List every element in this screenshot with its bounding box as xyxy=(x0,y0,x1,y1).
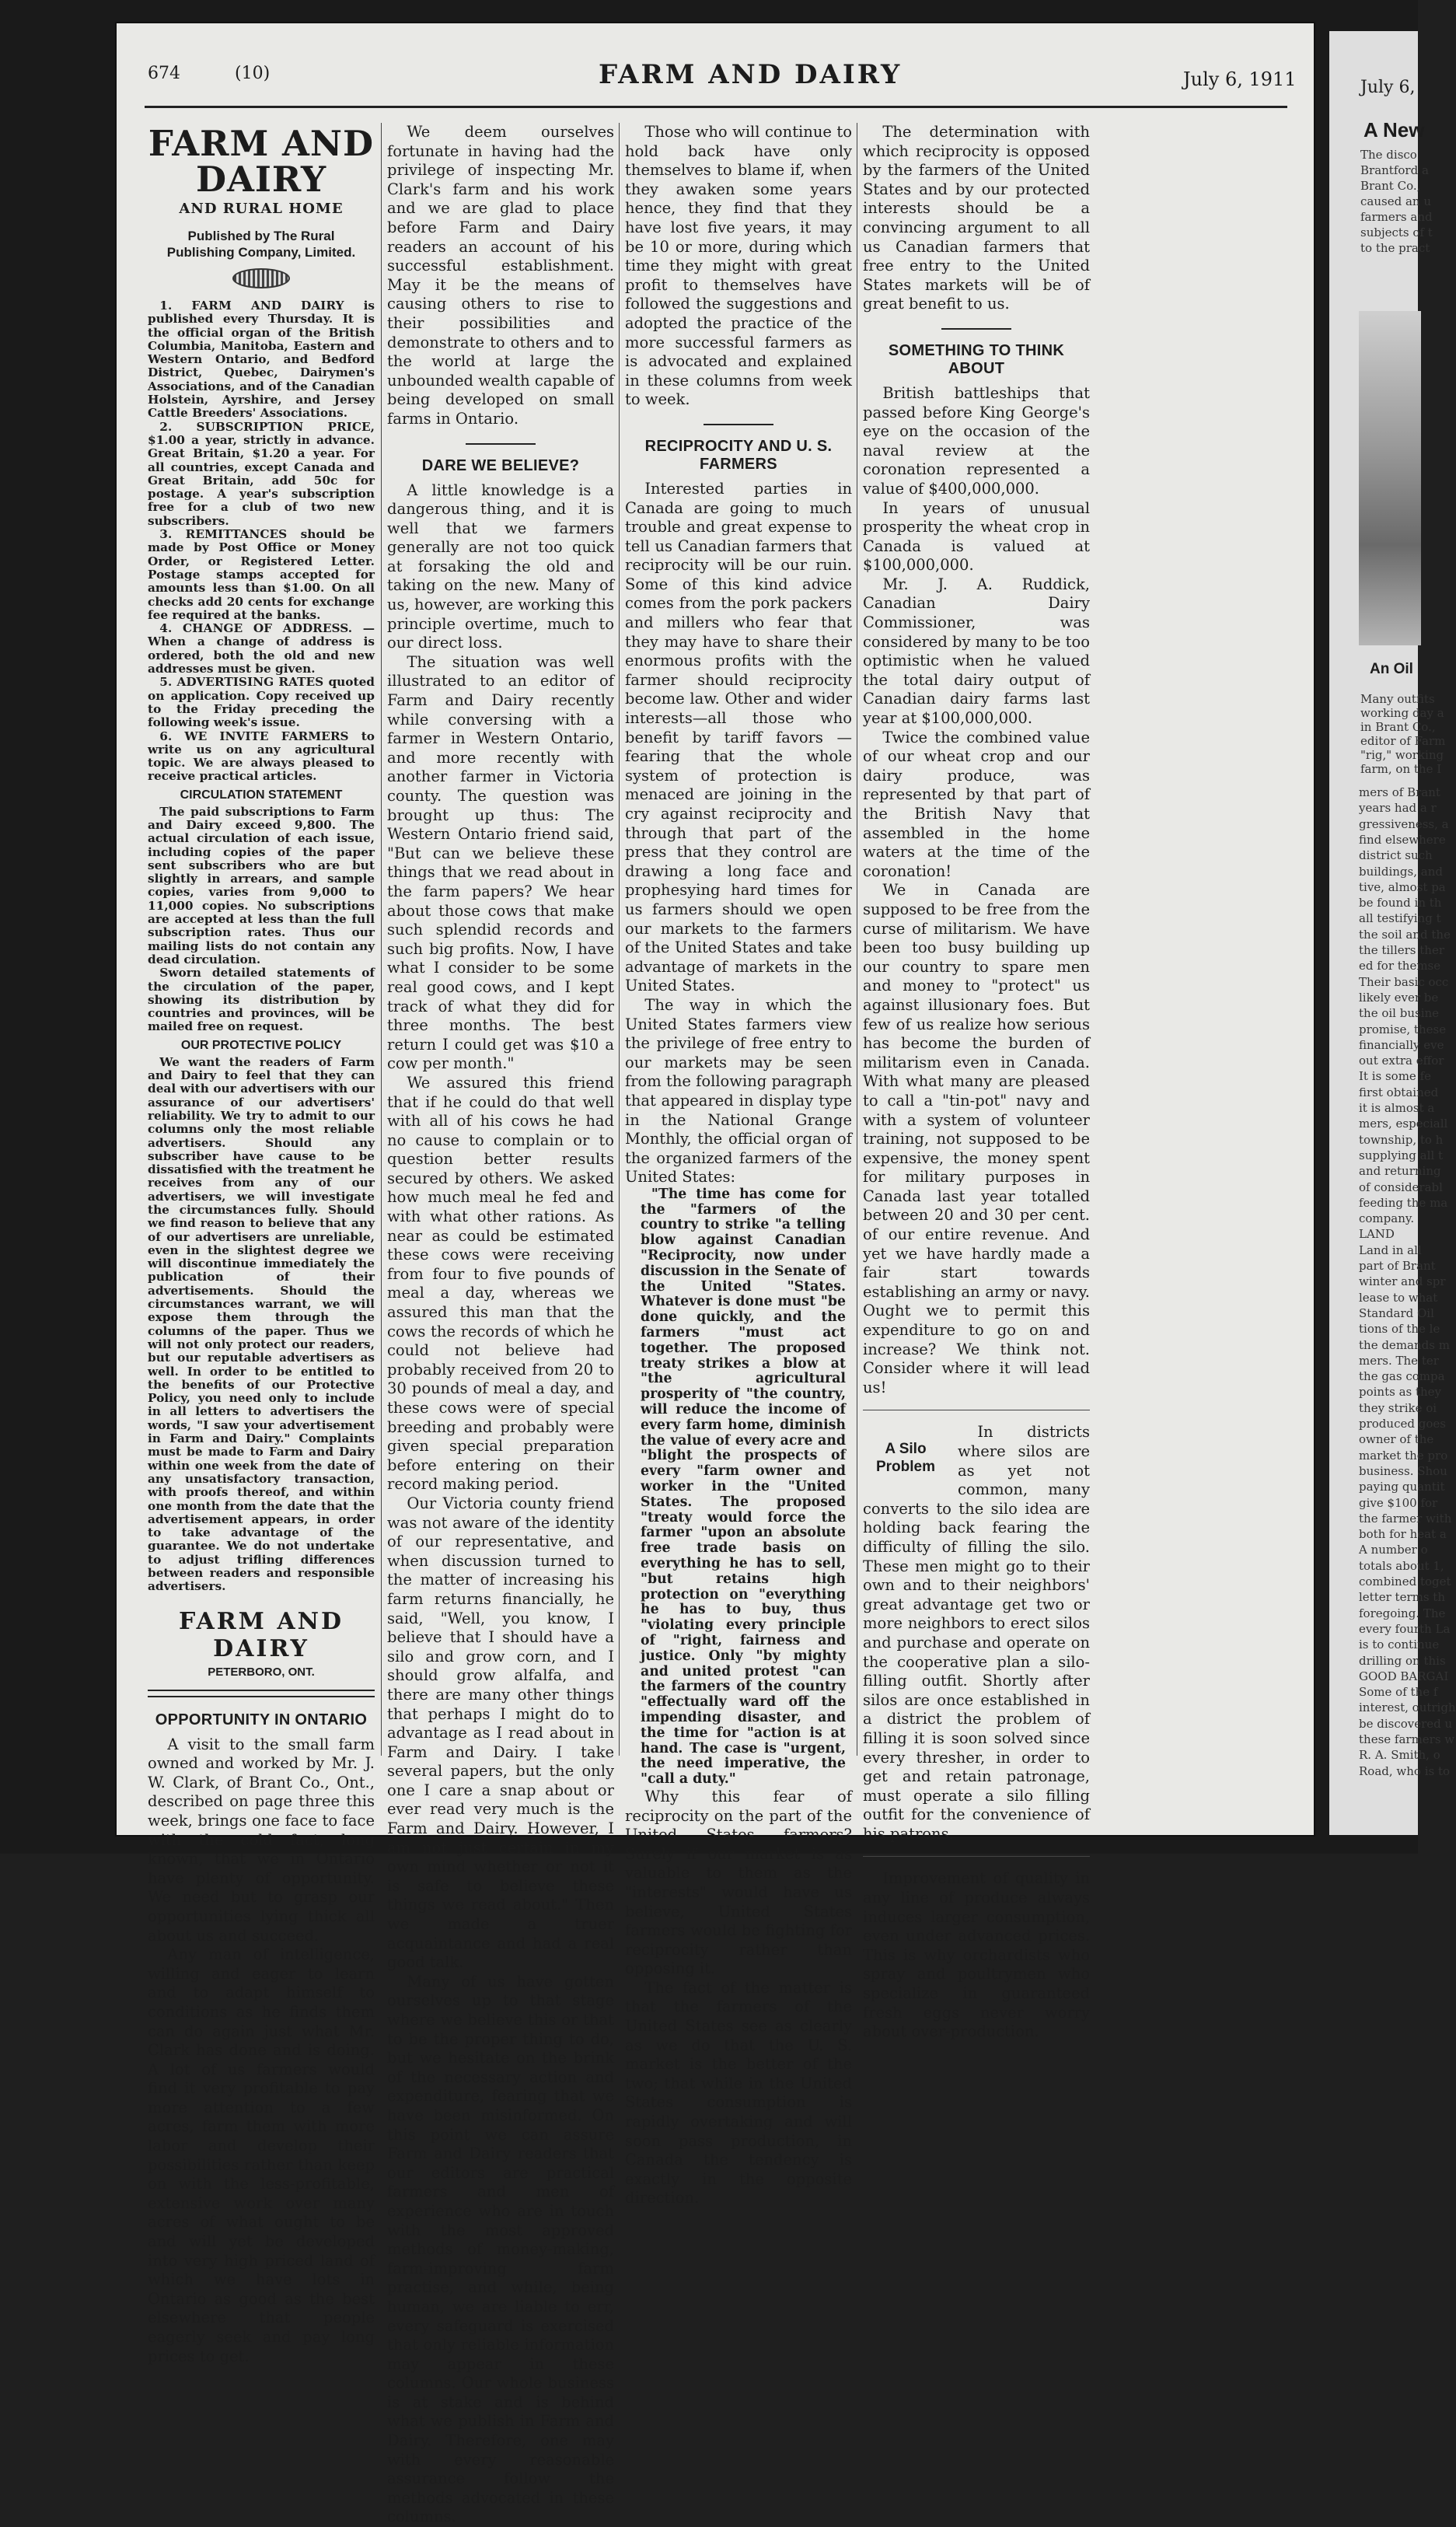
adjacent-line: The disco xyxy=(1360,148,1417,162)
something-paragraph: British battleships that passed before King George's eye on the occasion of the naval review at the coronation represented a value of $400,000,000. xyxy=(863,383,1090,498)
adjacent-line: "rig," working xyxy=(1360,748,1444,762)
dare-heading: DARE WE BELIEVE? xyxy=(421,456,580,474)
column-1 xyxy=(148,123,375,2365)
adjacent-line: ed for themse xyxy=(1359,959,1441,973)
section-rule xyxy=(704,424,773,425)
circulation-heading: CIRCULATION STATEMENT xyxy=(180,788,343,802)
adjacent-line: feeding the ma xyxy=(1359,1195,1448,1210)
reciprocity-paragraph: The determination with which reciprocity is opposed by the farmers of the United States and by our protected interests should be a convincing argument to all us Canadian farmers that free entry to the United States markets will be of great benefit to us. xyxy=(863,123,1090,313)
dare-paragraph: Many of us have gotten ourselves up to that stage where we believe this or that to be the proper thing to do, but we hesitate on the brink of the necessary action and expenditure, fearing that we have been misinformed. On this point we can assure Farm and Dairy readers that our editors are practical farmers and men of experience who are in touch with the most approved methods of money-making, farm-improving farm practise, and while, being human, we are liable to err, every safeguard is exercised that only reliable information may appear in these columns. Our whole business is at stake and is behind what we publish in Farm and Dairy. Therefore, one may with every reasonable assurance follow the methods advocated in these columns. xyxy=(387,1972,614,2526)
adjacent-line: company. xyxy=(1359,1211,1415,1226)
adjacent-line: mers of Brant xyxy=(1359,785,1440,799)
adjacent-line: It is some fe xyxy=(1359,1069,1432,1084)
footer-masthead-location: PETERBORO, ONT. xyxy=(208,1665,315,1679)
adjacent-line: farm, on the I xyxy=(1360,762,1442,776)
adjacent-line: first obtained xyxy=(1359,1085,1439,1099)
adjacent-line: foregoing. The xyxy=(1359,1606,1446,1620)
adjacent-line: Brant Co., xyxy=(1360,179,1421,193)
circulation-text: Sworn detailed statements of the circulation of the paper, showing its distribution by countries and provinces, will be mailed free on request. xyxy=(148,966,375,1034)
adjacent-photo xyxy=(1359,311,1421,645)
adjacent-line: to the pract xyxy=(1360,241,1430,255)
adjacent-line: caused an u xyxy=(1360,194,1431,208)
adjacent-line: subjects of t xyxy=(1360,225,1433,239)
adjacent-line: gressiveness, a xyxy=(1359,816,1449,831)
adjacent-line: drilling on this xyxy=(1359,1653,1446,1668)
adjacent-line: mers. The ter xyxy=(1359,1353,1439,1368)
dare-paragraph: Those who will continue to hold back have only themselves to blame if, when they awaken some years hence, they find that they have lost five years, it may be 10 or more, during which time they might with great profit to themselves have followed the suggestions and adopted the practice of the more successful farmers as is advocated and explained in these columns from week to week. xyxy=(625,123,852,409)
adjacent-line: these farmers w xyxy=(1359,1732,1455,1746)
adjacent-line: owner of the xyxy=(1359,1432,1434,1447)
reciprocity-paragraph: Why this fear of reciprocity on the part of the United States farmers? Surely if our market is as valuable to them as the "interests" would have us believe, United States farmers would be fighting for reciprocity rather than opposing it. xyxy=(625,1787,852,1978)
adjacent-line: the oil busine xyxy=(1359,1006,1440,1021)
silo-side-heading: A Silo Problem xyxy=(875,1441,936,1476)
adjacent-heading: A New xyxy=(1363,118,1425,142)
something-paragraph: Twice the combined value of our wheat crop and our dairy produce, was represented by that part of the British Navy that assembled in the home waters at the time of the coronation! xyxy=(863,728,1090,880)
newspaper-page xyxy=(117,23,1314,2526)
adjacent-line: tive, almost pa xyxy=(1359,879,1446,894)
ornament-icon xyxy=(232,268,290,288)
adjacent-line: combined toget xyxy=(1359,1575,1451,1589)
adjacent-line: mers, especiall xyxy=(1359,1117,1448,1131)
adjacent-line: it is almost a xyxy=(1359,1101,1435,1115)
adjacent-line: likely ever be xyxy=(1359,990,1439,1005)
column-4 xyxy=(863,123,1090,2041)
adjacent-line: years had a r xyxy=(1359,801,1437,816)
adjacent-line: the gas compa xyxy=(1359,1369,1445,1384)
adjacent-line: supplying all t xyxy=(1359,1148,1443,1162)
opportunity-paragraph: A visit to the small farm owned and worked by Mr. J. W. Clark, of Brant Co., Ont., described on page three this week, brings one face to face with the cold fact, long known, that we in Ontario have plenty of opportunity. We need but to grasp our opportunities lying thick all about us and succeed. xyxy=(148,1735,375,1945)
adjacent-line: totals about 1, xyxy=(1359,1558,1444,1573)
adjacent-line: winter and spr xyxy=(1359,1274,1446,1289)
adjacent-line: every fourth La xyxy=(1359,1621,1451,1636)
adjacent-line: the soil and the xyxy=(1359,927,1451,942)
something-paragraph: We in Canada are supposed to be free from the curse of militarism. We have been too busy building up our country to spare men and money to "protect" us against illusionary foes. But few of us realize how serious has become the burden of militarism even in Canada. With what many are pleased to call a "tin-pot" navy and with a system of volunteer training, not supposed to be expensive, the money spent for military purposes in Canada last year totalled between 20 and 30 per cent. of our entire revenue. And yet we have hardly made a fair start towards establishing an army or navy. Ought we to permit this expenditure to go on and increase? We think not. Consider where it will lead us! xyxy=(863,881,1090,1396)
adjacent-line: all testifying t xyxy=(1359,911,1441,926)
adjacent-line: financially eve xyxy=(1359,1037,1444,1052)
dare-paragraph: A little knowledge is a dangerous thing, and it is well that we farmers generally are not too quick at forsaking the old and taking on the new. Many of us, however, are working this principle overtime, much to our direct loss. xyxy=(387,481,614,652)
notice: 1. FARM AND DAIRY is published every Thursday. It is the official organ of the British Columbia, Manitoba, Eastern and Western Ontario, and Bedford District, Quebec, Dairymen's Associations, and of the Canadian Holstein, Ayrshire, and Jersey Cattle Breeders' Associations. xyxy=(148,299,375,421)
adjacent-line: of considerabl xyxy=(1359,1180,1443,1194)
column-divider xyxy=(381,123,382,1756)
adjacent-line: editor of Farm xyxy=(1360,734,1446,748)
page-number: 674 xyxy=(148,64,180,83)
adjacent-caption: An Oil xyxy=(1370,661,1413,677)
something-paragraph: Mr. J. A. Ruddick, Canadian Dairy Commissioner, was considered by many to be too optimistic when he valued the total dairy output of Canadian dairy farms last year at $100,000,000. xyxy=(863,575,1090,728)
section-rule xyxy=(941,328,1011,330)
adjacent-line: working day a xyxy=(1360,706,1444,720)
something-heading: SOMETHING TO THINK ABOUT xyxy=(888,341,1065,377)
section-rule xyxy=(466,443,536,445)
adjacent-line: points as they xyxy=(1359,1385,1442,1400)
masthead-subtitle: AND RURAL HOME xyxy=(179,201,344,217)
adjacent-line: both for heat a xyxy=(1359,1527,1447,1542)
adjacent-line: find elsewhere xyxy=(1359,832,1446,847)
adjacent-line: R. A. Smith, o xyxy=(1359,1748,1440,1763)
adjacent-line: farmers and xyxy=(1360,210,1433,224)
adjacent-line: LAND xyxy=(1359,1227,1395,1242)
adjacent-line: district such xyxy=(1359,848,1433,863)
running-title: FARM AND DAIRY xyxy=(599,59,903,90)
reciprocity-paragraph: The fact of the matter is that the farmers of the United States see as clearly as we do that the U. S. market is the better of the two; that while in the United States consumption is rapidly overtaking and will soon pass production, in Canada the tendency is exactly in the opposite direction. xyxy=(625,1978,852,2207)
column-3 xyxy=(625,123,852,2207)
circulation-text: The paid subscriptions to Farm and Dairy exceed 9,800. The actual circulation of each issue, including copies of the paper sent subscribers who are but slightly in arrears, and sample copies, varies from 9,000 to 11,000 copies. No subscriptions are accepted at less than the full subscription rates. Thus our mailing lists do not contain any dead circulation. xyxy=(148,804,375,966)
grange-quote: "The time has come for the "farmers of the country to strike "a telling blow against Canadian "Reciprocity, now under discussion in the Senate of the United "States. Whatever is done must "be done quickly, and the farmers "must act together. The proposed treaty strikes a blow at "the agricultural prosperity of "the country, will reduce the income of every farm home, diminish the value of every acre and "blight the prospects of every "farm owner and worker in the "United States. The proposed "treaty would force the farmer "upon an absolute free trade basis on everything he has to sell, "but retains high protection on "everything he has to buy, thus "violating every principle of "right, fairness and justice. Only "by mighty and united protest "can the farmers of the country "effectually ward off the impending disaster, and the time for "action is at hand. The case is "urgent, the need imperative, the "call a duty." xyxy=(641,1186,846,1788)
adjacent-line: out extra effor xyxy=(1359,1054,1444,1068)
adjacent-line: Standard Oil xyxy=(1359,1305,1434,1320)
footer-masthead-title: FARM AND DAIRY xyxy=(178,1607,344,1662)
issue-date: July 6, 1911 xyxy=(1183,68,1297,90)
issue-number: (10) xyxy=(235,64,271,83)
column-2 xyxy=(387,123,614,2526)
page-header xyxy=(117,54,1314,101)
dare-paragraph: The situation was well illustrated to an editor of Farm and Dairy recently while conversing with a farmer in Western Ontario, and more recently with another farmer in Victoria county. The question was brought up thus: The Western Ontario friend said, "But can we believe these things that we read about in the farm papers? We hear about those cows that make such splendid records and such big profits. Now, I have what I consider to be some real good cows, and I kept track of what they did for three months. The best return I could get was $10 a cow per month." xyxy=(387,652,614,1073)
adjacent-line: be discovered u xyxy=(1359,1716,1453,1731)
opportunity-heading: OPPORTUNITY IN ONTARIO xyxy=(155,1711,368,1728)
adjacent-line: Brantford a xyxy=(1360,163,1429,177)
adjacent-line: the farmer with xyxy=(1359,1511,1452,1526)
masthead-publisher: Published by The Rural Publishing Company, Limited. xyxy=(166,229,356,260)
adjacent-line: Land in all xyxy=(1359,1243,1422,1257)
adjacent-line: they strike oi xyxy=(1359,1400,1437,1415)
notice: 6. WE INVITE FARMERS to write us on any agricultural topic. We are always pleased to receive practical articles. xyxy=(148,729,375,784)
adjacent-date: July 6, xyxy=(1360,78,1416,97)
header-rule xyxy=(145,106,1287,108)
notice: 5. ADVERTISING RATES quoted on application. Copy received up to the Friday preceding the following week's issue. xyxy=(148,675,375,730)
adjacent-line: Their basic occ xyxy=(1359,974,1449,989)
masthead-title: FARM AND DAIRY xyxy=(148,123,375,200)
adjacent-line: be found in th xyxy=(1359,896,1442,910)
adjacent-line: and returning xyxy=(1359,1164,1441,1179)
adjacent-line: the demands m xyxy=(1359,1337,1450,1352)
section-rule xyxy=(863,1856,1090,1857)
double-rule xyxy=(148,1690,375,1697)
dare-paragraph: Our Victoria county friend was not aware of the identity of our representative, and when discussion turned to the matter of increasing his farm returns financially, he said, "Well, you know, I believe that I should have a silo and grow corn, and I should grow alfalfa, and there are many other things that perhaps I might do to advantage as I read about in Farm and Dairy. I take several papers, but the only one I care a snap about or ever read very much is the Farm and Dairy. However, I am not just certain in my own mind whether or not it is safe to believe these things we read about." Then we made a truer acquaintance and had a real good talk. xyxy=(387,1494,614,1972)
adjacent-line: Many outfits xyxy=(1360,692,1435,706)
adjacent-line: in Brant Co., xyxy=(1360,720,1436,734)
column-divider xyxy=(619,123,620,1756)
policy-heading: OUR PROTECTIVE POLICY xyxy=(180,1038,342,1052)
adjacent-line: market the pro xyxy=(1359,1448,1448,1463)
dare-paragraph: We assured this friend that if he could do that well with all of his cows he had no cause to complain or to question better results secured by others. We asked how much meal he fed and with what other rations. As near as could be estimated these cows were receiving from four to five pounds of meal a day, whereas we assured this man that the cows the records of which he could not believe had probably received from 20 to 30 pounds of meal a day, and these cows were of special breeding and probably were given special preparation before entering on their record making period. xyxy=(387,1073,614,1494)
quality-paragraph: Improvement of quality in any line of produce always induces larger consumption, even under advanced prices. This is why orchardists who spray and poultrymen who specialize in guaranteed fresh eggs never worry about over-production. xyxy=(863,1869,1090,2041)
opportunity-paragraph: Any man of intelligence, willing and eager to learn and to adapt himself to conditions as he finds them can do again just what Mr. Clark has done and is doing. A lot of us farmers would find it very profitable to pay more attention to a few acres, farm them with more labor and develop their possibilities rather than keep on with the less-profitable, extensive work over many acres of what ought to be and will yet be developed into very high priced land of which we have lots in Ontario as good as the best elsewhere that people eagerly seek and pay long prices to get. xyxy=(148,1945,375,2365)
reciprocity-paragraph: Interested parties in Canada are going to much trouble and great expense to tell us Canadian farmers that reciprocity will be our ruin. Some of this kind advice comes from the pork packers and millers who fear that they may have to share their enormous profits with the farmer should reciprocity become law. Other and wider interests—all those who benefit by tariff favors — fearing that the whole system of protection is menaced are joining in the cry against reciprocity and through that part of the press that they control are drawing a long face and prophesying hard times for us farmers should we open our markets to the farmers of the United States and take advantage of markets in the United States. xyxy=(625,479,852,995)
adjacent-line: GOOD BARGAI xyxy=(1359,1669,1449,1683)
adjacent-line: A number o xyxy=(1359,1543,1428,1557)
something-paragraph: In years of unusual prosperity the wheat crop in Canada is valued at $100,000,000. xyxy=(863,498,1090,575)
reciprocity-heading: RECIPROCITY AND U. S. FARMERS xyxy=(644,437,833,473)
adjacent-line: Some of the f xyxy=(1359,1685,1438,1700)
adjacent-line: letter terms th xyxy=(1359,1590,1445,1605)
adjacent-page-edge xyxy=(1329,31,1456,1835)
adjacent-line: tions of the le xyxy=(1359,1322,1440,1337)
notice: 2. SUBSCRIPTION PRICE, $1.00 a year, strictly in advance. Great Britain, $1.20 a year. For all countries, except Canada and Great Britain, add 50c for postage. A year's subscription free for a club of two new subscribers. xyxy=(148,419,375,528)
opportunity-paragraph: We deem ourselves fortunate in having had the privilege of inspecting Mr. Clark's farm and his work and we are glad to place before Farm and Dairy readers an account of his successful establishment. May it be the means of causing others to rise to their possibilities and demonstrate to others and to the world at large the unbounded wealth capable of being developed on small farms in Ontario. xyxy=(387,123,614,428)
adjacent-line: the tillers ther xyxy=(1359,943,1445,957)
adjacent-line: buildings, and xyxy=(1359,864,1443,879)
adjacent-line: give $100 for xyxy=(1359,1495,1438,1510)
adjacent-line: produced goes xyxy=(1359,1417,1446,1431)
adjacent-line: Road, who is to xyxy=(1359,1763,1451,1778)
adjacent-line: interest, outrigh xyxy=(1359,1700,1456,1715)
adjacent-line: promise, these xyxy=(1359,1022,1447,1036)
reciprocity-paragraph: The way in which the United States farmers view the privilege of free entry to our markets may be seen from the following paragraph that appeared in display type in the National Grange Monthly, the official organ of the organized farmers of the United States: xyxy=(625,995,852,1187)
adjacent-line: business. Shou xyxy=(1359,1463,1447,1478)
silo-paragraph: In districts where silos are as yet not common, many converts to the silo idea are holding back fearing the difficulty of filling the silo. These men might go to their own and to their neighbors' great advantage get two or more neighbors to erect silos and purchase and operate on the cooperative plan a silo-filling outfit. Shortly after silos are once established in a district the problem of filling it is soon solved since every thresher, in order to get and retain patronage, must operate a silo filling outfit for the convenience of his patrons. xyxy=(863,1423,1090,1843)
adjacent-line: paying quantit xyxy=(1359,1480,1445,1494)
notice: 4. CHANGE OF ADDRESS. — When a change of address is ordered, both the old and new addresses must be given. xyxy=(148,621,375,676)
adjacent-line: is to continue xyxy=(1359,1637,1440,1652)
notice: 3. REMITTANCES should be made by Post Office or Money Order, or Registered Letter. Postage stamps accepted for amounts less than $1.00. On all checks add 20 cents for exchange fee required at the banks. xyxy=(148,527,375,622)
adjacent-line: township, to h xyxy=(1359,1132,1444,1147)
adjacent-line: part of Brant xyxy=(1359,1259,1436,1273)
adjacent-line: lease to what xyxy=(1359,1290,1438,1305)
policy-text: We want the readers of Farm and Dairy to feel that they can deal with our advertisers with our assurance of our advertisers' reliability. We try to admit to our columns only the most reliable advertisers. Should any subscriber have cause to be dissatisfied with the treatment he receives from any of our advertisers, we will investigate the circumstances fully. Should we find reason to believe that any of our advertisers are unreliable, even in the slightest degree we will discontinue immediately the publication of their advertisements. Should the circumstances warrant, we will expose them through the columns of the paper. Thus we will not only protect our readers, but our reputable advertisers as well. In order to be entitled to the benefits of our Protective Policy, you need only to include in all letters to advertisers the words, "I saw your advertisement in Farm and Dairy." Complaints must be made to Farm and Dairy within one week from the date of any unsatisfactory transaction, with proofs thereof, and within one month from the date that the advertisement appears, in order to take advantage of the guarantee. We do not undertake to adjust trifling differences between readers and responsible advertisers. xyxy=(148,1054,375,1594)
